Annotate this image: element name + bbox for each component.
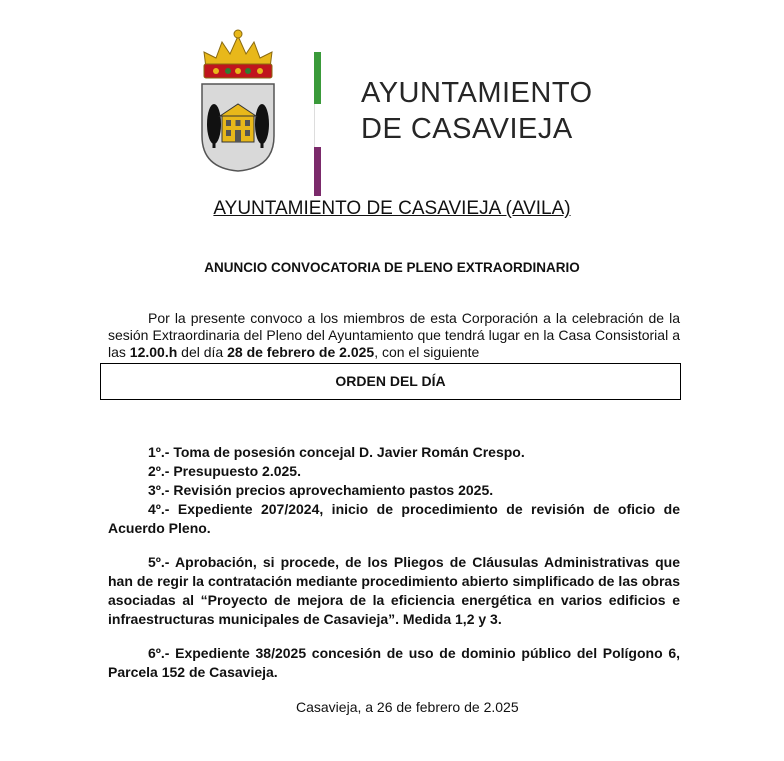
flag-color-bar [314,52,321,196]
agenda-item: 3º.- Revisión precios aprovechamiento pastos 2025. [148,482,494,498]
intro-text-3: , con el siguiente [374,344,480,360]
municipal-coat-of-arms-icon [196,28,280,173]
org-name-line1: AYUNTAMIENTO [361,77,593,109]
order-of-day-heading: ORDEN DEL DÍA [100,363,681,400]
intro-text-2: del día [177,344,228,360]
document-subtitle: ANUNCIO CONVOCATORIA DE PLENO EXTRAORDINARIO [204,260,580,275]
agenda-item: 6º.- Expediente 38/2025 concesión de uso de dominio público del Polígono 6, Parcela 152 de Casavieja. [108,645,680,680]
intro-text-1: Por la presente convoco a los miembros de esta Corporación a la celebración de la sesión Extraordinaria del Pleno del Ayuntamiento que tendrá lugar en la Casa Consistorial a las [108,310,680,360]
intro-paragraph [108,310,680,361]
organization-name [361,75,593,147]
org-name-line2: DE CASAVIEJA [361,113,573,145]
agenda-item: 5º.- Aprobación, si procede, de los Pliegos de Cláusulas Administrativas que han de regir la contratación mediante procedimiento abierto simplificado de las obras asociadas al “Proyecto de mejora de la eficiencia energética en varios edificios e infraestructuras municipales de Casavieja”. Medida 1,2 y 3. [108,554,680,627]
agenda-item: 4º.- Expediente 207/2024, inicio de procedimiento de revisión de oficio de Acuerdo Pleno. [108,501,680,536]
place-and-date: Casavieja, a 26 de febrero de 2.025 [296,699,519,715]
document-title: AYUNTAMIENTO DE CASAVIEJA (AVILA) [213,198,571,219]
meeting-date: 28 de febrero de 2.025 [227,344,375,360]
agenda-item: 1º.- Toma de posesión concejal D. Javier Román Crespo. [148,444,525,460]
agenda-list [108,443,680,682]
letterhead [196,28,616,173]
meeting-time: 12.00.h [129,344,178,360]
agenda-item: 2º.- Presupuesto 2.025. [148,463,301,479]
